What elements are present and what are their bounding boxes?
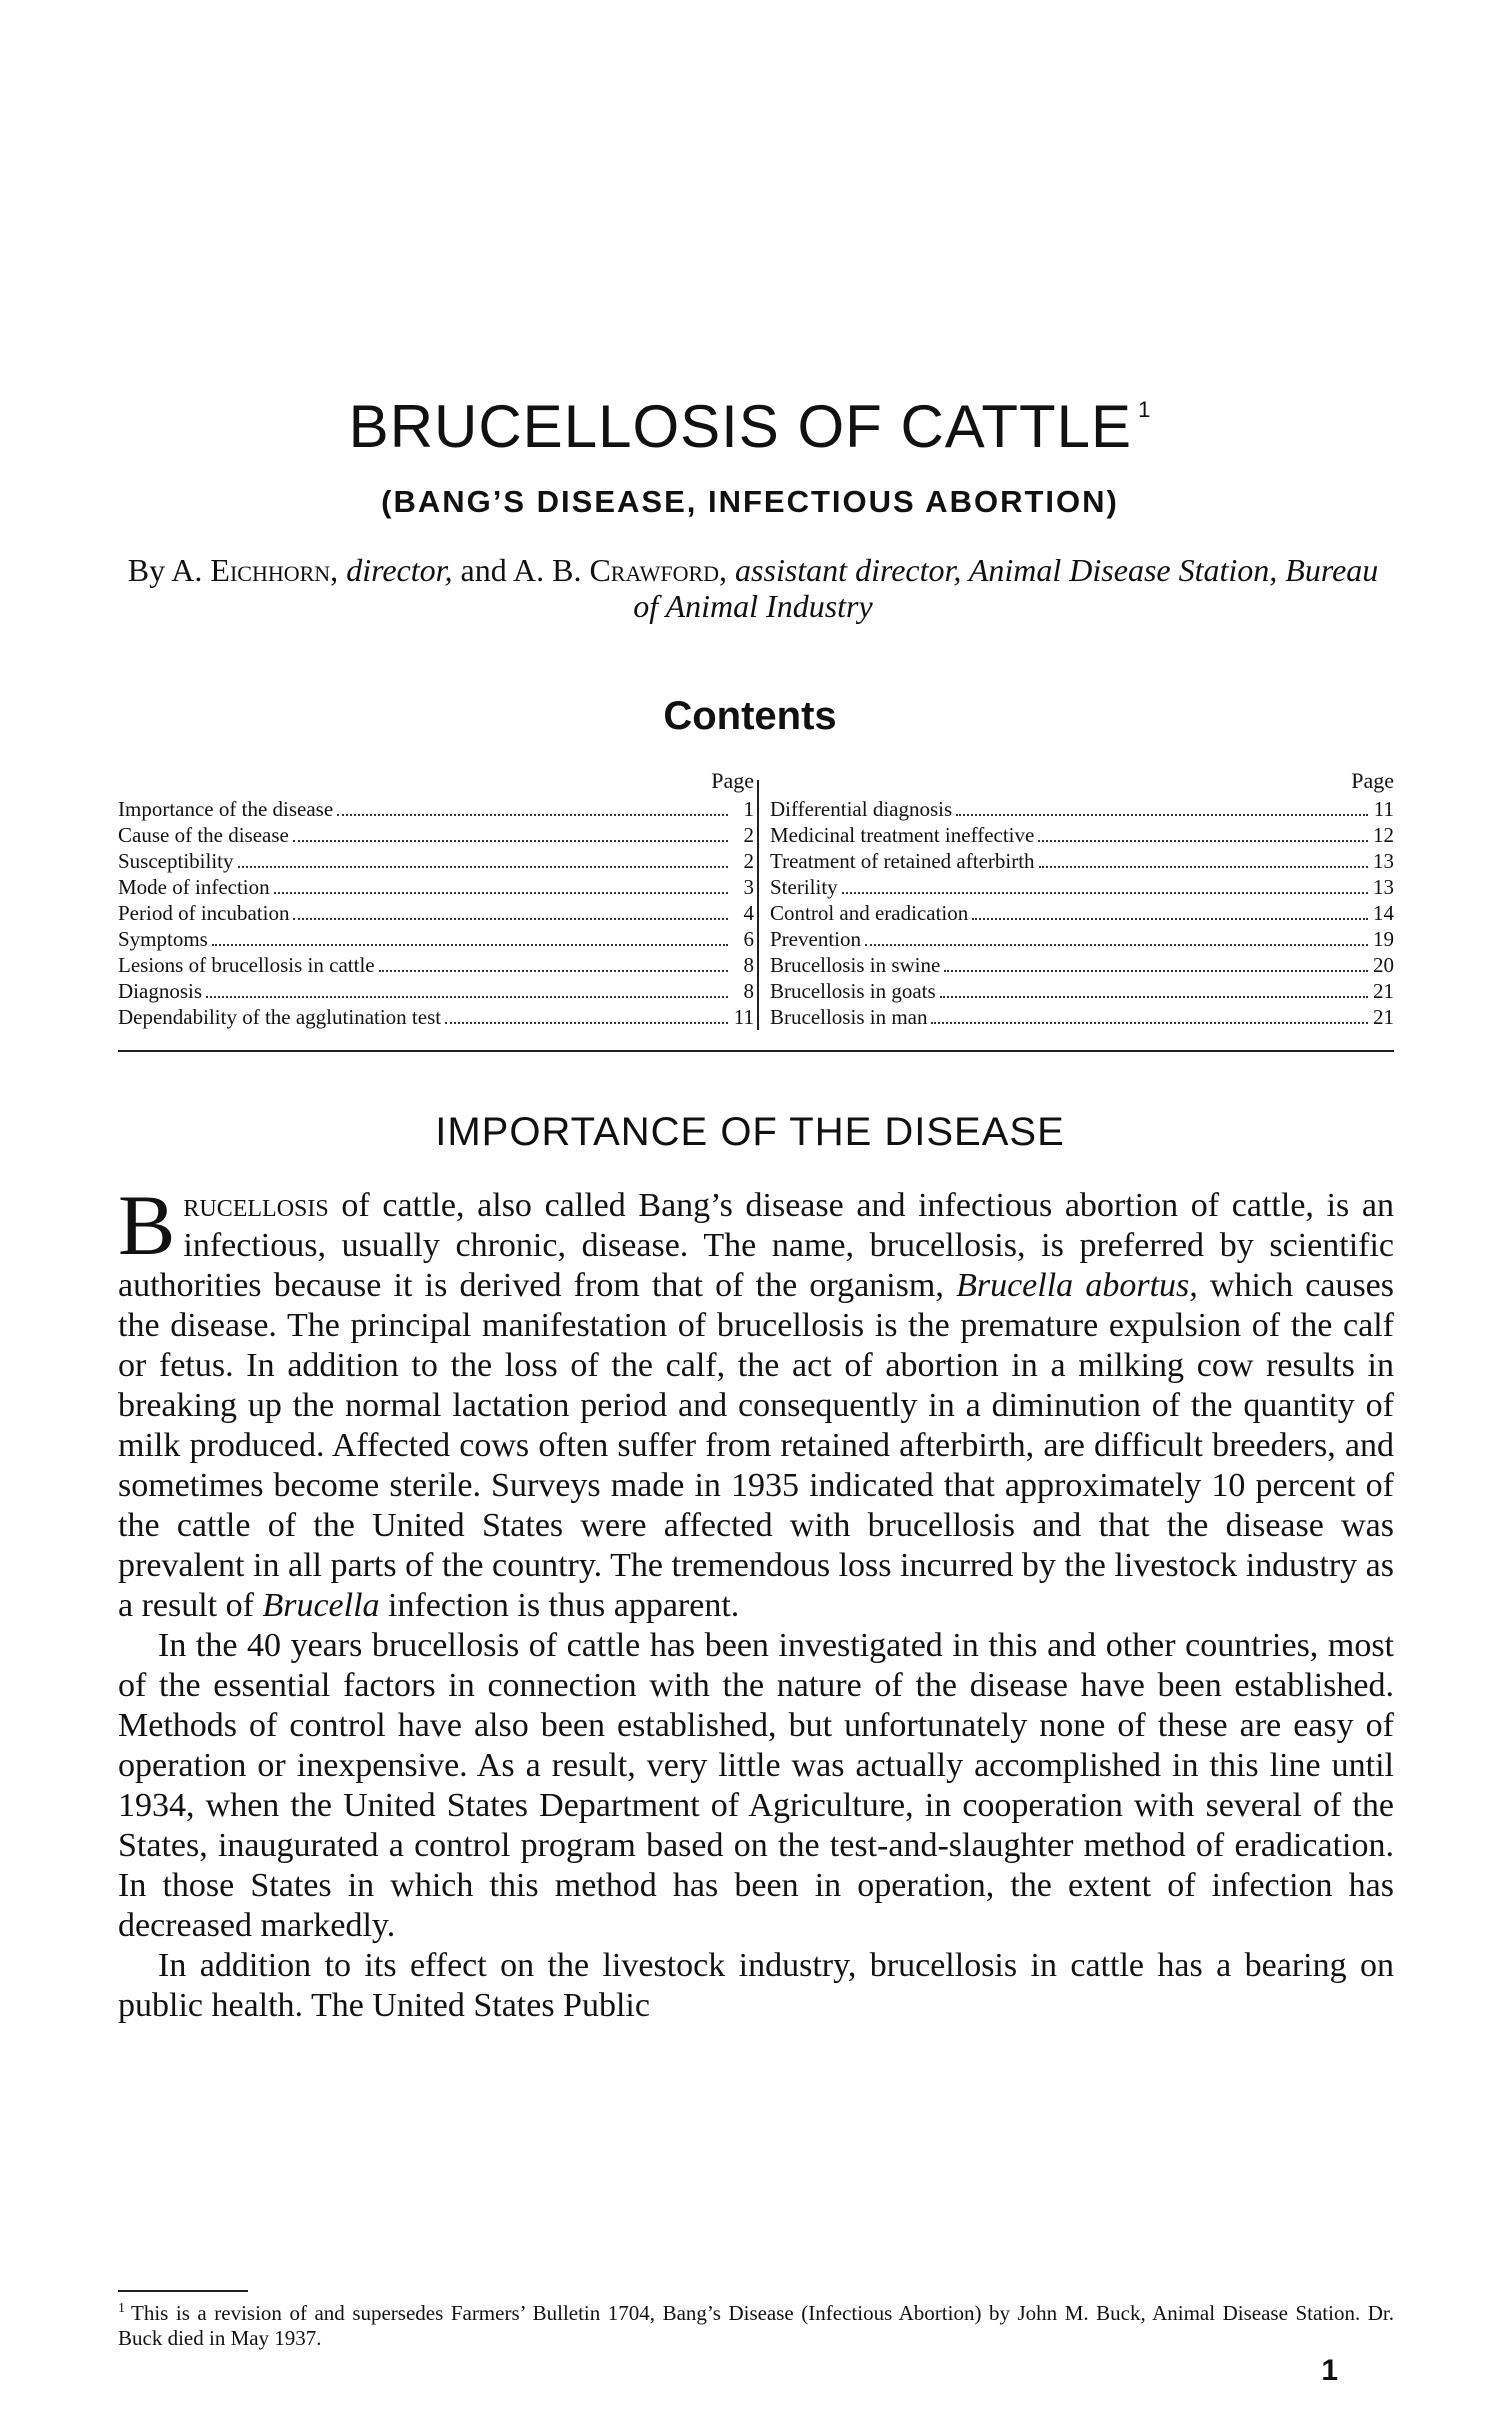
toc-entry-label: Sterility bbox=[770, 875, 838, 899]
toc-leader-dots bbox=[842, 878, 1368, 894]
title-footnote-marker: 1 bbox=[1138, 397, 1152, 422]
toc-entry-label: Medicinal treatment ineffective bbox=[770, 823, 1035, 847]
toc-entry-label: Control and eradication bbox=[770, 901, 969, 925]
body-text bbox=[118, 1177, 1395, 2026]
page-subtitle: (BANG’S DISEASE, INFECTIOUS ABORTION) bbox=[381, 484, 1119, 519]
toc-entry-page: 2 bbox=[743, 849, 754, 873]
toc-entry bbox=[118, 952, 754, 978]
toc-entry bbox=[770, 848, 1394, 874]
toc-entry bbox=[770, 796, 1394, 822]
toc-entry-label: Dependability of the agglutination test bbox=[118, 1005, 442, 1029]
toc-entry bbox=[770, 952, 1394, 978]
p1-text-2: which causes the disease. The principal manifestation of brucellosis is the premature expulsion of the calf or fetus. In addition to the loss of the calf, the act of abortion in a milking cow results in breaking up the normal lactation period and consequently in a diminution of the quantity of milk produced. Affected cows often suffer from retained afterbirth, are difficult breeders, and sometimes become sterile. Surveys made in 1935 indicated that approximately 10 percent of the cattle of the United States were affected with brucellosis and that the disease was prevalent in all parts of the country. The tremendous loss incurred by the livestock industry as a result of bbox=[118, 1267, 1395, 1624]
author-role-assistant-director: assistant director, Animal Disease Station, Bureau of Animal Industry bbox=[633, 552, 1379, 624]
footnote bbox=[118, 2296, 1394, 2351]
toc-entry-page: 8 bbox=[743, 953, 754, 977]
toc-entry-page: 20 bbox=[1373, 953, 1394, 977]
paragraph-3: In addition to its effect on the livestock industry, brucellosis in cattle has a bearing on public health. The United States Public bbox=[118, 1947, 1394, 2024]
toc-leader-dots bbox=[865, 930, 1368, 946]
lead-word: rucellosis bbox=[183, 1187, 329, 1224]
toc-leader-dots bbox=[940, 982, 1368, 998]
toc-entry-page: 6 bbox=[743, 927, 754, 951]
toc-divider bbox=[757, 780, 759, 1030]
toc-leader-dots bbox=[1038, 826, 1368, 842]
toc-entry bbox=[770, 926, 1394, 952]
p1-italic-2: Brucella bbox=[262, 1587, 380, 1624]
toc-entry-label: Diagnosis bbox=[118, 979, 202, 1003]
toc-entry-page: 19 bbox=[1373, 927, 1394, 951]
page-title bbox=[0, 392, 1500, 461]
toc-entry-label: Period of incubation bbox=[118, 901, 290, 925]
footnote-rule bbox=[118, 2290, 248, 2292]
toc-page-label: Page bbox=[1351, 768, 1394, 793]
section-divider-rule bbox=[118, 1050, 1394, 1052]
toc-entry-page: 21 bbox=[1373, 979, 1394, 1003]
toc-right-rows bbox=[770, 796, 1394, 1030]
contents-heading: Contents bbox=[663, 694, 837, 738]
toc-leader-dots bbox=[238, 852, 729, 868]
toc-entry bbox=[770, 978, 1394, 1004]
toc-entry bbox=[770, 874, 1394, 900]
toc-entry-label: Prevention bbox=[770, 927, 861, 951]
toc-right-column bbox=[770, 768, 1394, 1030]
toc-entry-label: Brucellosis in man bbox=[770, 1005, 928, 1029]
toc-entry-label: Symptoms bbox=[118, 927, 208, 951]
toc-entry-label: Differential diagnosis bbox=[770, 797, 953, 821]
toc-entry-label: Cause of the disease bbox=[118, 823, 289, 847]
toc-entry bbox=[770, 900, 1394, 926]
paragraph-1 bbox=[118, 1177, 1395, 1626]
toc-leader-dots bbox=[206, 982, 728, 998]
toc-leader-dots bbox=[293, 826, 728, 842]
toc-entry bbox=[118, 822, 754, 848]
toc-leader-dots bbox=[931, 1008, 1368, 1024]
drop-cap: B bbox=[118, 1177, 176, 1273]
page-number: 1 bbox=[1321, 2354, 1338, 2387]
toc-leader-dots bbox=[972, 904, 1368, 920]
toc-entry-page: 11 bbox=[1373, 797, 1394, 821]
toc-entry-page: 13 bbox=[1373, 849, 1394, 873]
toc-entry bbox=[118, 926, 754, 952]
toc-entry-page: 12 bbox=[1373, 823, 1394, 847]
title-text: BRUCELLOSIS OF CATTLE bbox=[348, 393, 1133, 460]
toc-leader-dots bbox=[1039, 852, 1368, 868]
toc-entry bbox=[118, 874, 754, 900]
toc-entry-page: 1 bbox=[743, 797, 754, 821]
toc-entry-page: 8 bbox=[743, 979, 754, 1003]
toc-left-column bbox=[118, 768, 754, 1030]
toc-entry bbox=[118, 900, 754, 926]
footnote-text: This is a revision of and supersedes Farmers’ Bulletin 1704, Bang’s Disease (Infectious Abortion) by John M. Buck, Animal Disease Station. Dr. Buck died in May 1937. bbox=[118, 2301, 1394, 2350]
toc-leader-dots bbox=[212, 930, 728, 946]
section-heading: IMPORTANCE OF THE DISEASE bbox=[435, 1110, 1065, 1154]
toc-leader-dots bbox=[445, 1008, 728, 1024]
p1-italic-1: Brucella abortus, bbox=[956, 1267, 1198, 1304]
toc-entry-label: Brucellosis in swine bbox=[770, 953, 941, 977]
toc-entry bbox=[118, 848, 754, 874]
toc-entry-label: Mode of infection bbox=[118, 875, 270, 899]
author-eichhorn: Eichhorn, bbox=[210, 552, 339, 588]
toc-entry-page: 11 bbox=[733, 1005, 754, 1029]
byline bbox=[118, 552, 1388, 624]
toc-entry-label: Brucellosis in goats bbox=[770, 979, 936, 1003]
toc-leader-dots bbox=[274, 878, 728, 894]
toc-entry-label: Susceptibility bbox=[118, 849, 234, 873]
author-role-director: director, bbox=[346, 552, 453, 588]
toc-entry-label: Treatment of retained afterbirth bbox=[770, 849, 1035, 873]
toc-entry-page: 21 bbox=[1373, 1005, 1394, 1029]
byline-by: By A. bbox=[127, 552, 203, 588]
toc-leader-dots bbox=[956, 800, 1368, 816]
toc-left-rows bbox=[118, 796, 754, 1030]
p1-text-1: of cattle, also called Bang’s disease and infectious abortion of cattle, is an infectious, usually chronic, disease. The name, brucellosis, is preferred by scientific authorities because it is derived from that of the organism, bbox=[118, 1187, 1394, 1304]
paragraph-2: In the 40 years brucellosis of cattle has been investigated in this and other countries, most of the essential factors in connection with the nature of the disease have been established. Methods of control have also been established, but unfortunately none of these are easy of operation or inexpensive. As a result, very little was actually accomplished in this line until 1934, when the United States Department of Agriculture, in cooperation with several of the States, inaugurated a control program based on the test-and-slaughter method of eradication. In those States in which this method has been in operation, the extent of infection has decreased markedly. bbox=[118, 1627, 1394, 1944]
toc-leader-dots bbox=[944, 956, 1368, 972]
footnote-marker: 1 bbox=[118, 2301, 125, 2316]
toc-entry-page: 4 bbox=[743, 901, 754, 925]
toc-entry-page: 14 bbox=[1373, 901, 1394, 925]
p1-text-3: infection is thus apparent. bbox=[379, 1587, 740, 1624]
toc-entry bbox=[770, 822, 1394, 848]
toc-entry-page: 13 bbox=[1373, 875, 1394, 899]
toc-entry-label: Lesions of brucellosis in cattle bbox=[118, 953, 375, 977]
toc-entry-label: Importance of the disease bbox=[118, 797, 334, 821]
byline-and: and A. B. bbox=[460, 552, 582, 588]
toc-entry-page: 3 bbox=[743, 875, 754, 899]
author-crawford: Crawford, bbox=[589, 552, 728, 588]
toc-leader-dots bbox=[337, 800, 728, 816]
toc-entry-page: 2 bbox=[743, 823, 754, 847]
toc-entry bbox=[118, 1004, 754, 1030]
toc-entry bbox=[770, 1004, 1394, 1030]
toc-leader-dots bbox=[293, 904, 728, 920]
toc-entry bbox=[118, 978, 754, 1004]
toc-leader-dots bbox=[379, 956, 728, 972]
toc-entry bbox=[118, 796, 754, 822]
toc-page-label: Page bbox=[711, 768, 754, 793]
